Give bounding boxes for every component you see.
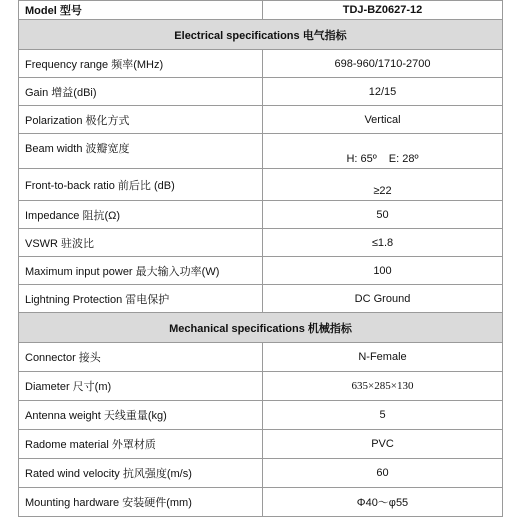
front-to-back-ratio-label: Front-to-back ratio 前后比 (dB): [19, 169, 263, 201]
antenna-weight-value: 5: [263, 401, 503, 430]
table-row: [19, 488, 503, 517]
antenna-weight-label: Antenna weight 天线重量(kg): [19, 401, 263, 430]
polarization-label: Polarization 极化方式: [19, 106, 263, 134]
lightning-protection-label: Lightning Protection 雷电保护: [19, 285, 263, 313]
model-label: Model 型号: [19, 1, 263, 20]
diameter-value: 635×285×130: [263, 372, 503, 401]
rated-wind-velocity-value: 60: [263, 459, 503, 488]
table-row: [19, 401, 503, 430]
vswr-value: ≤1.8: [263, 229, 503, 257]
mechanical-section-title: Mechanical specifications 机械指标: [19, 313, 503, 343]
table-row: [19, 50, 503, 78]
table-row: [19, 459, 503, 488]
model-row: [19, 1, 503, 20]
beam-width-value: [263, 134, 503, 169]
gain-value: 12/15: [263, 78, 503, 106]
table-row: [19, 229, 503, 257]
electrical-section-title: Electrical specifications 电气指标: [19, 20, 503, 50]
table-row: [19, 257, 503, 285]
max-input-power-label: Maximum input power 最大输入功率(W): [19, 257, 263, 285]
table-row: [19, 343, 503, 372]
frequency-range-label: Frequency range 频率(MHz): [19, 50, 263, 78]
connector-value: N-Female: [263, 343, 503, 372]
gain-label: Gain 增益(dBi): [19, 78, 263, 106]
max-input-power-value: 100: [263, 257, 503, 285]
mounting-hardware-label: Mounting hardware 安装硬件(mm): [19, 488, 263, 517]
polarization-value: Vertical: [263, 106, 503, 134]
lightning-protection-value: DC Ground: [263, 285, 503, 313]
beam-width-h-value: H: 65º: [346, 153, 377, 165]
diameter-label: Diameter 尺寸(m): [19, 372, 263, 401]
electrical-section-header: [19, 20, 503, 50]
table-row: [19, 201, 503, 229]
table-row: [19, 106, 503, 134]
table-row: [19, 285, 503, 313]
table-row: [19, 372, 503, 401]
vswr-label: VSWR 驻波比: [19, 229, 263, 257]
rated-wind-velocity-label: Rated wind velocity 抗风强度(m/s): [19, 459, 263, 488]
mounting-hardware-value: Φ40～φ55: [263, 488, 503, 517]
radome-material-value: PVC: [263, 430, 503, 459]
impedance-value: 50: [263, 201, 503, 229]
table-row: [19, 78, 503, 106]
table-row: [19, 169, 503, 201]
frequency-range-value: 698-960/1710-2700: [263, 50, 503, 78]
beam-width-e-value: E: 28º: [388, 153, 419, 165]
beam-width-label: Beam width 波瓣宽度: [19, 134, 263, 169]
connector-label: Connector 接头: [19, 343, 263, 372]
impedance-label: Impedance 阻抗(Ω): [19, 201, 263, 229]
table-row: [19, 134, 503, 169]
front-to-back-ratio-value: ≥22: [263, 169, 503, 201]
model-value: TDJ-BZ0627-12: [263, 1, 503, 20]
radome-material-label: Radome material 外罩材质: [19, 430, 263, 459]
table-row: [19, 430, 503, 459]
specification-table: [18, 0, 503, 517]
mechanical-section-header: [19, 313, 503, 343]
